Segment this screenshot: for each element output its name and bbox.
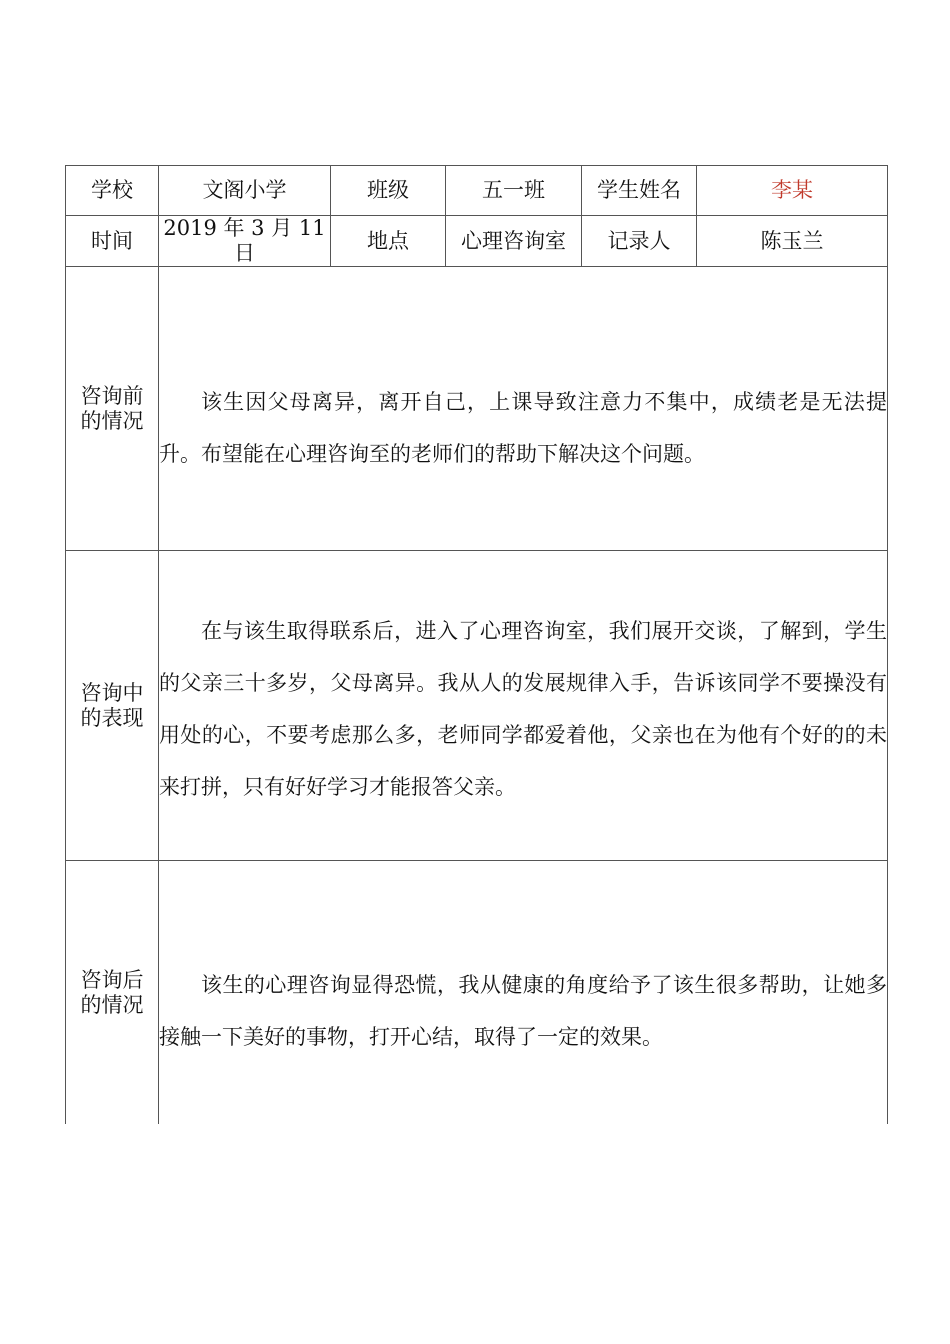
school-value: 文阁小学 xyxy=(159,166,331,216)
section-after xyxy=(66,861,888,1125)
section-before-text: 该生因父母离异，离开自己，上课导致注意力不集中，成绩老是无法提升。布望能在心理咨询至的老师们的帮助下解决这个问题。 xyxy=(159,389,887,466)
class-value: 五一班 xyxy=(446,166,582,216)
section-before-label xyxy=(66,267,159,551)
header-row-2 xyxy=(66,216,888,267)
section-before-label-line2: 的情况 xyxy=(80,408,144,433)
section-before xyxy=(66,267,888,551)
section-after-text: 该生的心理咨询显得恐慌，我从健康的角度给予了该生很多帮助，让她多接触一下美好的事物，打开心结，取得了一定的效果。 xyxy=(159,972,887,1049)
place-value: 心理咨询室 xyxy=(446,216,582,267)
section-during-text: 在与该生取得联系后，进入了心理咨询室，我们展开交谈，了解到，学生的父亲三十多岁，父母离异。我从人的发展规律入手，告诉该同学不要操没有用处的心，不要考虑那么多，老师同学都爱着他，父亲也在为他有个好的的未来打拼，只有好好学习才能报答父亲。 xyxy=(159,618,887,799)
time-label: 时间 xyxy=(66,216,159,267)
section-during-label-line1: 咨询中 xyxy=(80,680,144,705)
recorder-value: 陈玉兰 xyxy=(697,216,888,267)
counseling-record-table xyxy=(65,165,888,1124)
header-row-1 xyxy=(66,166,888,216)
student-label: 学生姓名 xyxy=(582,166,697,216)
section-after-content xyxy=(159,861,888,1125)
section-after-label-line1: 咨询后 xyxy=(80,967,144,992)
recorder-label: 记录人 xyxy=(582,216,697,267)
class-label: 班级 xyxy=(331,166,446,216)
section-before-content xyxy=(159,267,888,551)
section-during-label xyxy=(66,551,159,861)
section-during-label-line2: 的表现 xyxy=(80,705,144,730)
time-value: 2019 年 3 月 11 日 xyxy=(159,216,331,267)
school-label: 学校 xyxy=(66,166,159,216)
section-after-label xyxy=(66,861,159,1125)
section-during xyxy=(66,551,888,861)
section-before-label-line1: 咨询前 xyxy=(80,383,144,408)
student-value: 李某 xyxy=(697,166,888,216)
section-after-label-line2: 的情况 xyxy=(80,992,144,1017)
place-label: 地点 xyxy=(331,216,446,267)
section-during-content xyxy=(159,551,888,861)
